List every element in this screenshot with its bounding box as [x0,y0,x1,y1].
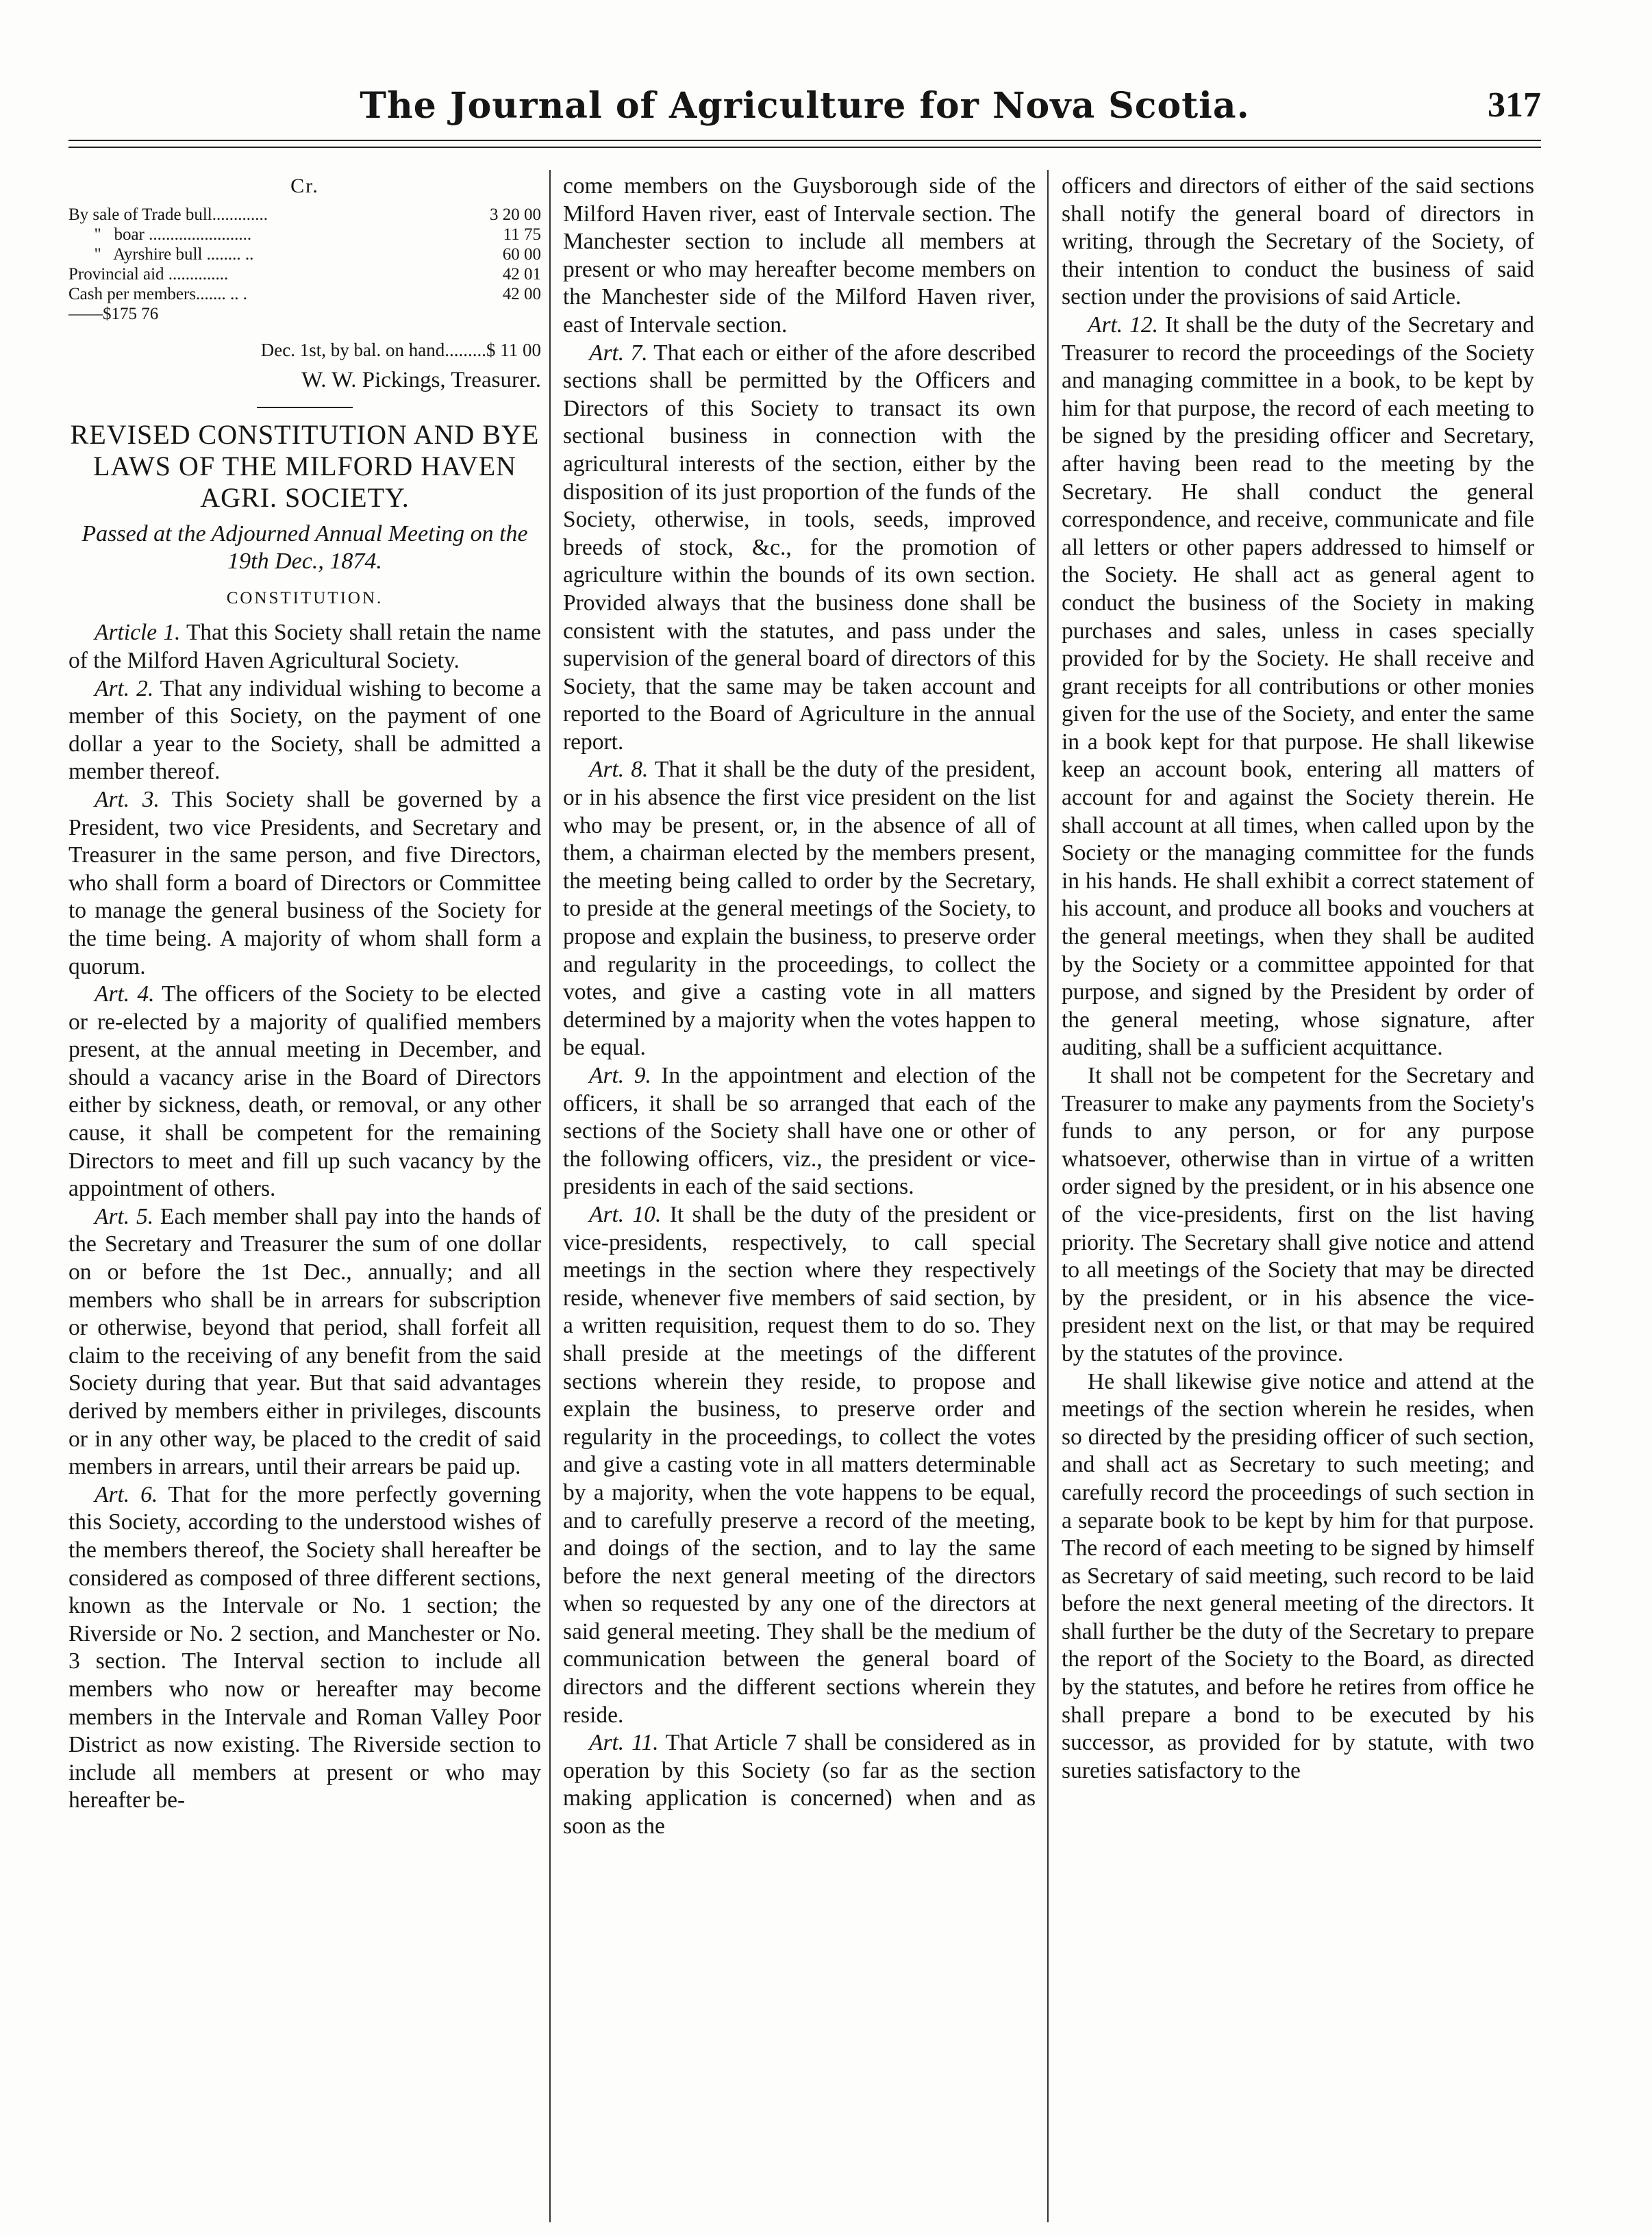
paragraph-text: It shall be the duty of the Secretary and Treasurer to record the proceedings of the Society and managing committee in a book, to be kept by him for that purpose, the record of each meeting to be signed by the presiding officer and Secretary, after having been read to the meeting by the Secretary. He shall conduct the general correspondence, and receive, communicate and file all letters or other papers addressed to himself or the Society. He shall act as general agent to conduct the business of the Society in making purchases and sales, unless in cases specially provided for by the Society. He shall receive and grant receipts for all contributions or other monies given for the use of the Society, and enter the same in a book kept for that purpose. He shall likewise keep an account book, entering all matters of account for and against the Society therein. He shall account at all times, when called upon by the Society or the managing committee for the funds in his hands. He shall exhibit a correct statement of his account, and produce all books and vouchers at the general meetings, when they shall be audited by the Society or a committee appointed for that purpose, and signed by the President by order of the general meeting, whose signature, after auditing, shall be a sufficient acquittance. [1062,312,1534,1061]
constitution-heading: CONSTITUTION. [226,588,384,607]
article-number: Art. 5. [95,1203,154,1229]
paragraph-text: This Society shall be governed by a President, two vice Presidents, and Secretary and Treasurer in the same person, and five Directors, who shall form a board of Directors or Committee to manage the general business of the Society for the time being. A majority of whom shall form a quorum. [68,786,541,979]
account-row-amount: 60 00 [502,244,541,264]
article-number: Art. 8. [589,757,649,783]
account-row-amount: 42 00 [502,284,541,303]
paragraph [563,756,1036,1062]
account-row-label: " Ayrshire bull ........ .. [68,244,254,264]
journal-title: The Journal of Agriculture for Nova Scotia. [360,85,1250,127]
page-number: 317 [1488,86,1541,125]
article-number: Art. 12. [1088,312,1158,338]
section-divider [257,407,353,408]
account-row [68,284,541,304]
article-number: Art. 10. [589,1201,662,1227]
account-row-amount: 3 20 00 [490,205,541,224]
paragraph-text: Each member shall pay into the hands of the Secretary and Treasurer the sum of one dollar on or before the 1st Dec., annually; and all members who shall be in arrears for subscription or otherwise, beyond that period, shall forfeit all claim to the receiving of any benefit from the said Society during that year. But that said advantages derived by members either in privileges, discounts or in any other way, be placed to the credit of said members in arrears, until their arrears be paid up. [68,1203,542,1480]
column-1 [68,173,541,1815]
article-number: Art. 4. [95,981,155,1007]
column-2-text [563,173,1036,1841]
column-divider-2 [1047,170,1049,2222]
paragraph-text: That each or either of the afore described sections shall be permitted by the Officers and Directors of this Society to transact its own sectional business in connection with the agricultural interests of the section, either by the disposition of its just proportion of the funds of the Society, otherwise, in tools, seeds, improved breeds of stock, &c., for the promotion of agriculture within the bounds of its own section. Provided always that the business done shall be consistent with the statutes, and pass under the supervision of the general board of directors of this Society, that the same may be taken account and reported to the Board of Agriculture in the annual report. [563,340,1036,755]
column-1-text [68,619,541,1815]
article-number: Article 1. [95,620,181,646]
article-number: Art. 7. [589,340,648,366]
header-rule-bottom [68,147,1541,148]
account-row-label: By sale of Trade bull............. [68,205,268,224]
article-passed-note: Passed at the Adjourned Annual Meeting on the 19th Dec., 1874. [82,520,528,574]
paragraph [563,340,1036,757]
account-row-label: " boar ........................ [68,225,252,244]
paragraph-text: It shall be the duty of the president or vice-presidents, respectively, to call special meetings in the section where they respectively reside, whenever five members of said section, by a written requisition, request them to do so. They shall preside at the meetings of the different sections wherein they reside, to propose and explain the business, to preserve order and regularity in the proceedings, to collect the votes and give a casting vote in all matters determinable by a majority, when the vote happens to be equal, and to carefully preserve a record of the meeting, and doings of the section, and to lay the same before the next general meeting of the directors when so requested by any one of the directors at said general meeting. They shall be the medium of communication between the general board of directors and the different sections wherein they reside. [563,1201,1036,1728]
paragraph [563,1062,1036,1201]
account-row [68,205,541,225]
paragraph [563,1729,1036,1840]
paragraph-text: In the appointment and election of the officers, it shall be so arranged that each of the sections of the Society shall have one or other of the following officers, viz., the president or vice-presidents in each of the said sections. [563,1063,1036,1200]
account-balance: Dec. 1st, by bal. on hand.........$ 11 00 [260,339,541,360]
article-number: Art. 3. [95,786,160,812]
article-number: Art. 9. [589,1063,651,1088]
paragraph-text: That any individual wishing to become a member of this Society, on the payment of one dollar a year to the Society, shall be admitted a member thereof. [68,675,541,785]
article-title: REVISED CONSTITUTION AND BYE LAWS OF THE MILFORD HAVEN AGRI. SOCIETY. [70,418,540,513]
header-rule-top [68,140,1541,141]
article-number: Art. 11. [589,1730,659,1756]
paragraph [1062,1062,1534,1368]
account-row [68,264,541,284]
account-row [68,225,541,244]
account-row-amount: 42 01 [502,264,541,284]
column-2 [563,173,1036,1841]
paragraph [1062,312,1534,1062]
paragraph [563,173,1036,340]
account-row-label: Provincial aid .............. [68,264,229,284]
paragraph [68,981,541,1203]
account-table [68,205,541,304]
paragraph-text: It shall not be competent for the Secretary and Treasurer to make any payments from the Society's funds to any person, or for any purpose whatsoever, otherwise than in virtue of a written order signed by the president, or in his absence one of the vice-presidents, first on the list having priority. The Secretary shall give notice and attend to all meetings of the Society that may be directed by the president, or in his absence the vice-president next on the list, or that may be required by the statutes of the province. [1062,1063,1534,1366]
account-heading: Cr. [290,175,319,197]
paragraph-text: He shall likewise give notice and attend at the meetings of the section wherein he resides, when so directed by the presiding officer of such section, and shall act as Secretary to such meeting; and carefully record the proceedings of such section in a separate book to be kept by him for that purpose. The record of each meeting to be signed by himself as Secretary of said meeting, such record to be laid before the next general meeting of the directors. It shall further be the duty of the Secretary to prepare the report of the Society to the Board, as directed by the statutes, and before he retires from office he shall prepare a bond to be executed by his successor, as provided for by statute, with two sureties satisfactory to the [1062,1368,1534,1783]
paragraph-text: That Article 7 shall be considered as in operation by this Society (so far as the section making application is concerned) when and as soon as the [563,1730,1036,1839]
paragraph [68,1481,541,1815]
account-row-amount: 11 75 [503,225,541,244]
column-3-text [1062,173,1534,1785]
paragraph [68,1203,541,1481]
column-divider-1 [549,170,551,2222]
paragraph-text: officers and directors of either of the said sections shall notify the general board of directors in writing, through the Secretary of the Society, of their intention to conduct the business of said section under the provisions of said Article. [1062,173,1534,310]
paragraph-text: That this Society shall retain the name of the Milford Haven Agricultural Society. [68,620,541,673]
article-number: Art. 2. [95,675,154,701]
article-number: Art. 6. [95,1481,158,1507]
paragraph [68,675,541,786]
paragraph [563,1201,1036,1729]
account-row [68,244,541,264]
account-total: ——$175 76 [68,304,159,323]
paragraph [68,786,541,981]
paragraph-text: That it shall be the duty of the president, or in his absence the first vice president on the list who may be present, or, in the absence of all of them, a chairman elected by the members present, the meeting being called to order by the Secretary, to preside at the general meetings of the Society, to propose and explain the business, to preserve order and regularity in the proceedings, to collect the votes, and give a casting vote in all matters determined by a majority when the votes happen to be equal. [563,757,1036,1061]
paragraph-text: That for the more perfectly governing this Society, according to the understood wishes of the members thereof, the Society shall hereafter be considered as composed of three different sections, known as the Intervale or No. 1 section; the Riverside or No. 2 section, and Manchester or No. 3 section. The Interval section to include all members who now or hereafter may become members in the Intervale and Roman Valley Poor District as now existing. The Riverside section to include all members at present or who may hereafter be- [68,1481,541,1813]
paragraph-text: come members on the Guysborough side of the Milford Haven river, east of Intervale section. The Manchester section to include all members at present or who may hereafter become members on the Manchester side of the Milford Haven river, east of Intervale section. [563,173,1036,338]
paragraph [68,619,541,675]
paragraph [1062,173,1534,312]
account-row-label: Cash per members....... .. . [68,284,248,303]
paragraph-text: The officers of the Society to be elected or re-elected by a majority of qualified members present, at the annual meeting in December, and should a vacancy arise in the Board of Directors either by sickness, death, or removal, or any other cause, it shall be competent for the remaining Directors to meet and fill up such vacancy by the appointment of others. [68,981,541,1202]
page-header [68,81,1541,136]
treasurer-signature: W. W. Pickings, Treasurer. [301,368,541,393]
column-3 [1062,173,1534,1785]
paragraph [1062,1368,1534,1785]
